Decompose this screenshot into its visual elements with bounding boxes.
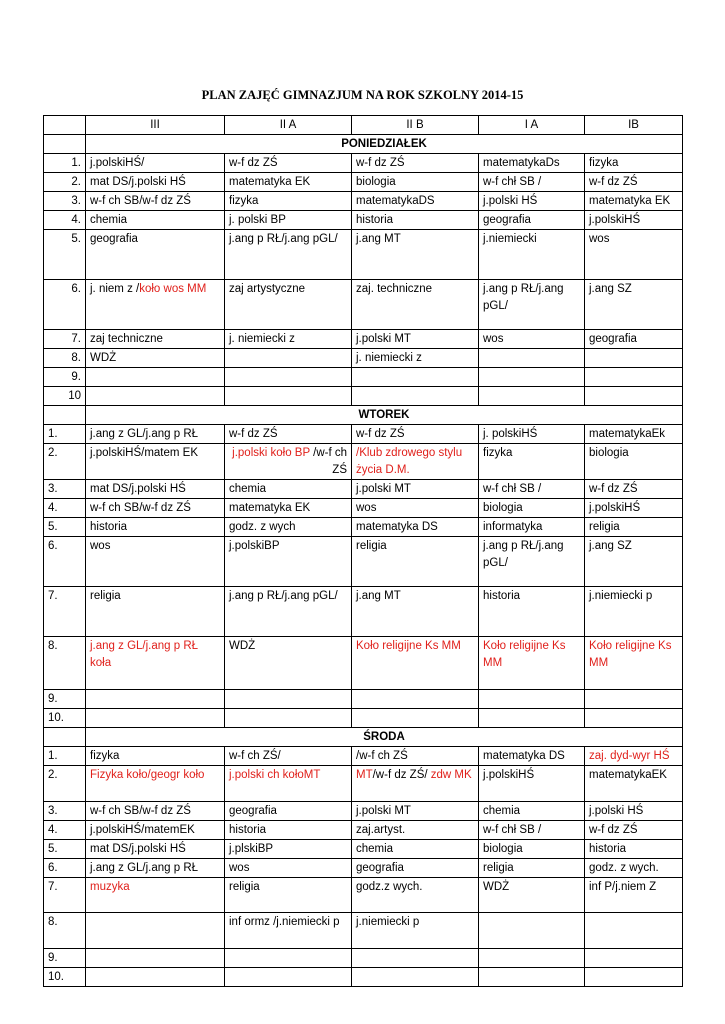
highlighted-text: koło wos MM bbox=[139, 283, 207, 295]
table-cell bbox=[86, 368, 225, 387]
col-header: II B bbox=[352, 116, 479, 135]
lesson-number: 6. bbox=[44, 280, 86, 330]
table-cell: matematykaEK bbox=[585, 766, 683, 802]
lesson-number: 8. bbox=[44, 637, 86, 690]
table-row bbox=[44, 747, 683, 766]
table-cell: matematykaDS bbox=[352, 192, 479, 211]
table-cell: j.niemiecki p bbox=[585, 587, 683, 637]
table-row bbox=[44, 387, 683, 406]
table-cell: biologia bbox=[479, 499, 585, 518]
table-cell bbox=[585, 690, 683, 709]
table-row bbox=[44, 444, 683, 480]
table-cell: historia bbox=[86, 518, 225, 537]
table-cell bbox=[225, 949, 352, 968]
table-cell: j.ang MT bbox=[352, 230, 479, 280]
table-cell: matematyka EK bbox=[585, 192, 683, 211]
table-cell: j.polski MT bbox=[352, 480, 479, 499]
lesson-number: 2. bbox=[44, 766, 86, 802]
table-cell: wos bbox=[225, 859, 352, 878]
cell-text: j. niem z / bbox=[90, 283, 140, 295]
lesson-number: 5. bbox=[44, 518, 86, 537]
table-cell: j. niemiecki z bbox=[225, 330, 352, 349]
table-cell: inf P/j.niem Z bbox=[585, 878, 683, 913]
lesson-number: 9. bbox=[44, 368, 86, 387]
table-cell: j.polskiHŚ/ bbox=[86, 154, 225, 173]
table-cell: j.ang z GL/j.ang p RŁ bbox=[86, 425, 225, 444]
table-cell: Fizyka koło/geogr koło bbox=[86, 766, 225, 802]
table-row bbox=[44, 499, 683, 518]
table-cell bbox=[479, 949, 585, 968]
table-cell: /w-f ch ZŚ bbox=[352, 747, 479, 766]
lesson-number: 10. bbox=[44, 968, 86, 987]
table-cell: WDŻ bbox=[86, 349, 225, 368]
lesson-number: 10 bbox=[44, 387, 86, 406]
table-cell: WDŻ bbox=[225, 637, 352, 690]
table-cell: j.plskiBP bbox=[225, 840, 352, 859]
table-row bbox=[44, 173, 683, 192]
table-cell: j.ang p RŁ/j.ang pGL/ bbox=[225, 230, 352, 280]
table-row bbox=[44, 949, 683, 968]
lesson-number: 1. bbox=[44, 425, 86, 444]
table-cell: j.polskiHŚ/matemEK bbox=[86, 821, 225, 840]
table-cell: j.ang MT bbox=[352, 587, 479, 637]
table-cell bbox=[479, 690, 585, 709]
table-cell: j.polskiHŚ bbox=[585, 211, 683, 230]
lesson-number: 3. bbox=[44, 480, 86, 499]
lesson-number: 6. bbox=[44, 537, 86, 587]
table-cell: j.polski ch kołoMT bbox=[225, 766, 352, 802]
table-cell: zaj. techniczne bbox=[352, 280, 479, 330]
table-cell bbox=[352, 387, 479, 406]
table-cell bbox=[225, 690, 352, 709]
table-cell bbox=[225, 387, 352, 406]
table-cell bbox=[86, 280, 225, 330]
table-cell: matematyka DS bbox=[352, 518, 479, 537]
table-cell: j.ang SZ bbox=[585, 280, 683, 330]
table-cell: w-f dz ZŚ bbox=[225, 154, 352, 173]
table-cell: godz. z wych bbox=[225, 518, 352, 537]
table-row bbox=[44, 859, 683, 878]
table-cell: zaj techniczne bbox=[86, 330, 225, 349]
lesson-number: 4. bbox=[44, 499, 86, 518]
table-cell: inf ormz /j.niemiecki p bbox=[225, 913, 352, 949]
table-cell: religia bbox=[86, 587, 225, 637]
lesson-number: 7. bbox=[44, 330, 86, 349]
cell-text: /w-f ch ZŚ bbox=[309, 447, 347, 476]
table-cell: j.polski MT bbox=[352, 330, 479, 349]
lesson-number: 3. bbox=[44, 192, 86, 211]
table-cell bbox=[352, 949, 479, 968]
table-cell bbox=[225, 709, 352, 728]
table-cell: j. polskiHŚ bbox=[479, 425, 585, 444]
table-cell: mat DS/j.polski HŚ bbox=[86, 840, 225, 859]
table-cell: wos bbox=[585, 230, 683, 280]
table-cell: j.ang z GL/j.ang p RŁ bbox=[86, 859, 225, 878]
table-cell bbox=[585, 913, 683, 949]
table-cell: wos bbox=[479, 330, 585, 349]
table-cell bbox=[352, 968, 479, 987]
table-cell: mat DS/j.polski HŚ bbox=[86, 173, 225, 192]
table-row bbox=[44, 425, 683, 444]
col-header: IB bbox=[585, 116, 683, 135]
table-cell: w-f ch SB/w-f dz ZŚ bbox=[86, 802, 225, 821]
table-cell bbox=[479, 709, 585, 728]
table-cell: fizyka bbox=[479, 444, 585, 480]
table-cell: biologia bbox=[585, 444, 683, 480]
table-cell: informatyka bbox=[479, 518, 585, 537]
day-row-wednesday bbox=[44, 728, 683, 747]
table-cell bbox=[86, 913, 225, 949]
lesson-number: 5. bbox=[44, 840, 86, 859]
table-cell bbox=[86, 968, 225, 987]
table-cell: biologia bbox=[479, 840, 585, 859]
table-cell bbox=[352, 368, 479, 387]
cell-text: /w-f dz ZŚ/ bbox=[372, 769, 428, 781]
lesson-number: 4. bbox=[44, 821, 86, 840]
table-cell: j.ang p RŁ/j.ang pGL/ bbox=[479, 537, 585, 587]
col-header: I A bbox=[479, 116, 585, 135]
table-cell: fizyka bbox=[585, 154, 683, 173]
table-cell: Koło religijne Ks MM bbox=[352, 637, 479, 690]
lesson-number: 4. bbox=[44, 211, 86, 230]
table-row bbox=[44, 480, 683, 499]
table-cell: w-f ch ZŚ/ bbox=[225, 747, 352, 766]
day-row-monday bbox=[44, 135, 683, 154]
table-cell: j.polski HŚ bbox=[479, 192, 585, 211]
table-row bbox=[44, 821, 683, 840]
table-cell: w-f chł SB / bbox=[479, 821, 585, 840]
table-cell: /Klub zdrowego stylu życia D.M. bbox=[352, 444, 479, 480]
table-cell: j.ang SZ bbox=[585, 537, 683, 587]
table-cell: w-f ch SB/w-f dz ZŚ bbox=[86, 499, 225, 518]
table-cell: biologia bbox=[352, 173, 479, 192]
table-cell: j.ang p RŁ/j.ang pGL/ bbox=[479, 280, 585, 330]
table-cell bbox=[86, 387, 225, 406]
table-cell: j.polskiHŚ/matem EK bbox=[86, 444, 225, 480]
lesson-number: 2. bbox=[44, 444, 86, 480]
table-cell: matematykaEk bbox=[585, 425, 683, 444]
table-cell: geografia bbox=[585, 330, 683, 349]
table-cell: j.polski MT bbox=[352, 802, 479, 821]
table-cell: religia bbox=[352, 537, 479, 587]
day-row-tuesday bbox=[44, 406, 683, 425]
highlighted-text: j.polski koło BP bbox=[232, 447, 310, 459]
lesson-number: 7. bbox=[44, 878, 86, 913]
table-cell: j.ang z GL/j.ang p RŁ koła bbox=[86, 637, 225, 690]
table-cell bbox=[585, 709, 683, 728]
table-cell bbox=[585, 368, 683, 387]
table-cell: historia bbox=[225, 821, 352, 840]
table-cell: zaj. dyd-wyr HŚ bbox=[585, 747, 683, 766]
table-cell: religia bbox=[585, 518, 683, 537]
day-label: WTOREK bbox=[86, 406, 683, 425]
table-row bbox=[44, 690, 683, 709]
table-cell: j.polskiHŚ bbox=[479, 766, 585, 802]
table-cell: w-f dz ZŚ bbox=[585, 480, 683, 499]
lesson-number: 9. bbox=[44, 690, 86, 709]
table-cell: j. niemiecki z bbox=[352, 349, 479, 368]
lesson-number: 3. bbox=[44, 802, 86, 821]
table-cell: w-f chł SB / bbox=[479, 480, 585, 499]
table-cell: j.polski HŚ bbox=[585, 802, 683, 821]
table-cell: w-f dz ZŚ bbox=[352, 154, 479, 173]
table-cell: geografia bbox=[86, 230, 225, 280]
table-cell: wos bbox=[86, 537, 225, 587]
table-cell: matematykaDs bbox=[479, 154, 585, 173]
lesson-number: 8. bbox=[44, 913, 86, 949]
table-cell bbox=[352, 690, 479, 709]
table-cell bbox=[479, 968, 585, 987]
table-row bbox=[44, 330, 683, 349]
table-cell bbox=[352, 709, 479, 728]
table-cell: matematyka EK bbox=[225, 173, 352, 192]
table-row bbox=[44, 368, 683, 387]
table-row bbox=[44, 878, 683, 913]
lesson-number: 1. bbox=[44, 747, 86, 766]
table-cell: j.polskiHŚ bbox=[585, 499, 683, 518]
table-cell bbox=[352, 766, 479, 802]
table-cell: WDŻ bbox=[479, 878, 585, 913]
table-cell bbox=[479, 387, 585, 406]
table-cell: matematyka DS bbox=[479, 747, 585, 766]
table-cell: geografia bbox=[225, 802, 352, 821]
lesson-number: 9. bbox=[44, 949, 86, 968]
table-row bbox=[44, 968, 683, 987]
table-row bbox=[44, 766, 683, 802]
day-label: PONIEDZIAŁEK bbox=[86, 135, 683, 154]
table-cell: zaj.artyst. bbox=[352, 821, 479, 840]
table-cell: j.polskiBP bbox=[225, 537, 352, 587]
table-cell: w-f dz ZŚ bbox=[585, 821, 683, 840]
table-cell bbox=[585, 387, 683, 406]
lesson-number: 6. bbox=[44, 859, 86, 878]
col-header: II A bbox=[225, 116, 352, 135]
table-cell: geografia bbox=[479, 211, 585, 230]
table-cell: chemia bbox=[352, 840, 479, 859]
col-header: III bbox=[86, 116, 225, 135]
table-cell bbox=[585, 968, 683, 987]
table-cell: zaj artystyczne bbox=[225, 280, 352, 330]
table-cell bbox=[225, 444, 352, 480]
table-cell bbox=[585, 349, 683, 368]
table-cell bbox=[225, 349, 352, 368]
table-cell bbox=[479, 368, 585, 387]
day-label: ŚRODA bbox=[86, 728, 683, 747]
table-row bbox=[44, 709, 683, 728]
table-row bbox=[44, 802, 683, 821]
table-row bbox=[44, 280, 683, 330]
table-cell: muzyka bbox=[86, 878, 225, 913]
table-cell: godz.z wych. bbox=[352, 878, 479, 913]
table-cell: w-f dz ZŚ bbox=[352, 425, 479, 444]
table-cell bbox=[86, 709, 225, 728]
table-cell: geografia bbox=[352, 859, 479, 878]
table-cell: w-f dz ZŚ bbox=[585, 173, 683, 192]
lesson-number: 5. bbox=[44, 230, 86, 280]
lesson-number: 10. bbox=[44, 709, 86, 728]
table-row bbox=[44, 840, 683, 859]
table-cell: j.ang p RŁ/j.ang pGL/ bbox=[225, 587, 352, 637]
table-cell: chemia bbox=[225, 480, 352, 499]
table-row bbox=[44, 518, 683, 537]
table-cell: godz. z wych. bbox=[585, 859, 683, 878]
table-cell bbox=[86, 690, 225, 709]
table-cell: religia bbox=[479, 859, 585, 878]
table-cell: Koło religijne Ks MM bbox=[585, 637, 683, 690]
table-row bbox=[44, 349, 683, 368]
schedule-table bbox=[43, 115, 683, 987]
table-cell: fizyka bbox=[86, 747, 225, 766]
page-title: PLAN ZAJĘĆ GIMNAZJUM NA ROK SZKOLNY 2014-15 bbox=[201, 88, 524, 102]
table-row bbox=[44, 913, 683, 949]
table-cell: historia bbox=[352, 211, 479, 230]
table-row bbox=[44, 587, 683, 637]
lesson-number: 8. bbox=[44, 349, 86, 368]
lesson-number: 2. bbox=[44, 173, 86, 192]
table-row bbox=[44, 537, 683, 587]
highlighted-text: MT bbox=[356, 769, 373, 781]
table-cell bbox=[225, 968, 352, 987]
table-cell bbox=[225, 368, 352, 387]
table-cell: w-f dz ZŚ bbox=[225, 425, 352, 444]
header-row bbox=[44, 116, 683, 135]
table-row bbox=[44, 230, 683, 280]
table-cell: mat DS/j.polski HŚ bbox=[86, 480, 225, 499]
table-cell: j. polski BP bbox=[225, 211, 352, 230]
lesson-number: 7. bbox=[44, 587, 86, 637]
table-row bbox=[44, 637, 683, 690]
table-cell: j.niemiecki bbox=[479, 230, 585, 280]
table-row bbox=[44, 211, 683, 230]
table-cell bbox=[479, 349, 585, 368]
table-cell: matematyka EK bbox=[225, 499, 352, 518]
table-cell: historia bbox=[585, 840, 683, 859]
lesson-number: 1. bbox=[44, 154, 86, 173]
table-cell bbox=[479, 913, 585, 949]
table-cell: religia bbox=[225, 878, 352, 913]
table-row bbox=[44, 192, 683, 211]
table-cell: Koło religijne Ks MM bbox=[479, 637, 585, 690]
table-cell: historia bbox=[479, 587, 585, 637]
table-cell: w-f ch SB/w-f dz ZŚ bbox=[86, 192, 225, 211]
table-cell: wos bbox=[352, 499, 479, 518]
table-row bbox=[44, 154, 683, 173]
table-cell: chemia bbox=[479, 802, 585, 821]
table-cell: w-f chł SB / bbox=[479, 173, 585, 192]
table-cell bbox=[86, 949, 225, 968]
table-cell bbox=[585, 949, 683, 968]
table-cell: chemia bbox=[86, 211, 225, 230]
table-cell: fizyka bbox=[225, 192, 352, 211]
highlighted-text: zdw MK bbox=[427, 769, 472, 781]
table-cell: j.niemiecki p bbox=[352, 913, 479, 949]
